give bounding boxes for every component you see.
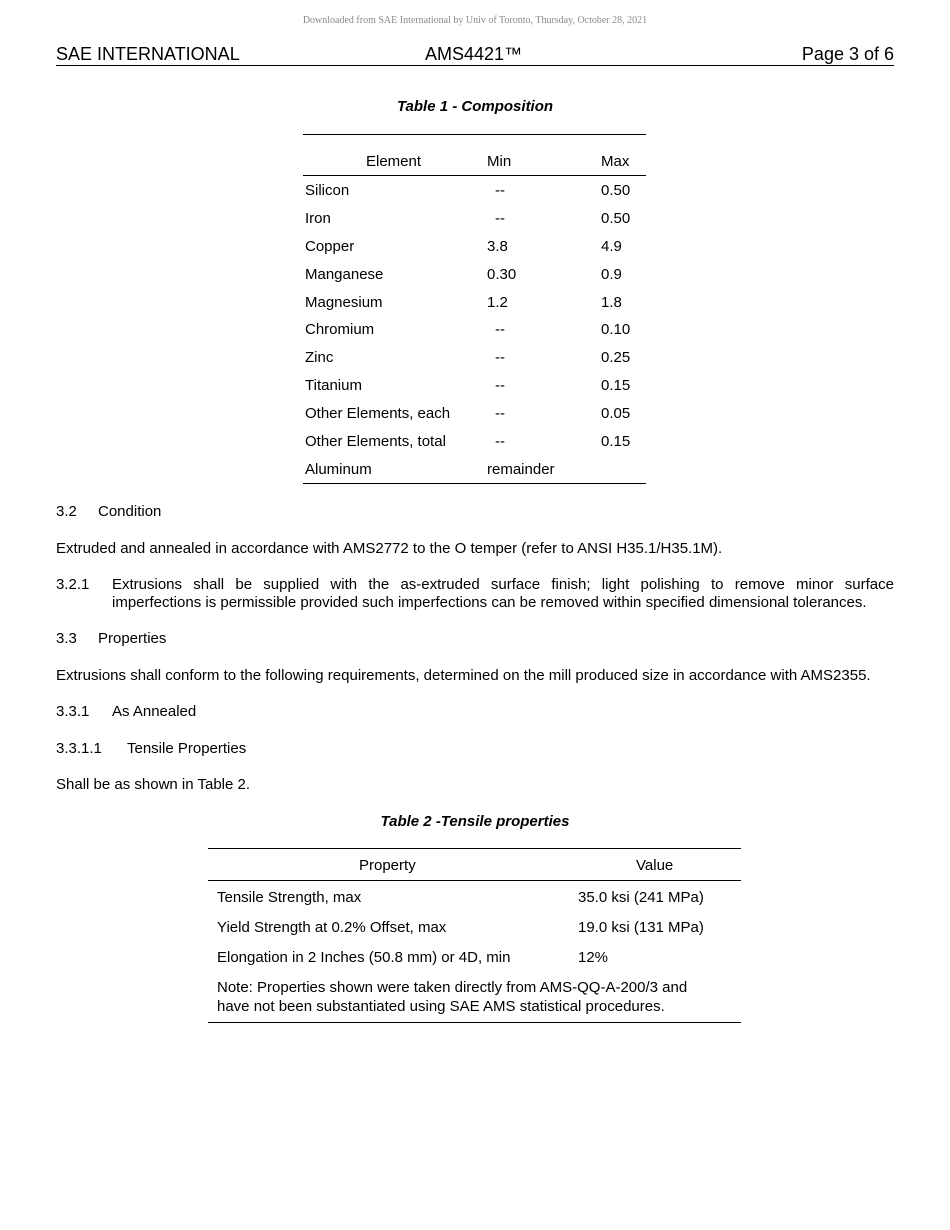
table-cell: -- <box>495 182 505 199</box>
table-cell: 1.8 <box>601 293 622 311</box>
table-cell: 0.9 <box>601 265 622 283</box>
table-cell: Manganese <box>305 265 384 283</box>
section-3-2-heading: Condition <box>98 503 162 520</box>
header-cell: Property <box>359 857 416 874</box>
table-row <box>303 315 646 343</box>
table-row <box>303 232 646 260</box>
header-page-number: Page 3 of 6 <box>801 44 894 64</box>
table-cell: 0.15 <box>601 377 631 395</box>
section-3-3-text: Extrusions shall conform to the following requirements, determined on the mill produced size in accordance with AMS2355. <box>56 667 871 684</box>
section-3-3-1-heading: As Annealed <box>112 703 197 720</box>
table-cell: 4.9 <box>601 237 622 255</box>
composition-table <box>303 134 646 484</box>
table-cell: 0.30 <box>487 265 517 283</box>
table-cell: 3.8 <box>487 237 508 255</box>
table-cell: Silicon <box>305 182 350 199</box>
tensile-properties-table <box>208 848 741 1023</box>
table-cell: Other Elements, total <box>305 433 446 451</box>
table-cell: Elongation in 2 Inches (50.8 mm) or 4D, min <box>217 949 511 966</box>
table-cell: Titanium <box>305 377 362 395</box>
table-row <box>303 176 646 204</box>
header-cell: Value <box>636 857 674 874</box>
table-cell: Iron <box>305 209 331 227</box>
table-cell: 0.05 <box>601 405 631 423</box>
table-header-row <box>208 849 741 881</box>
table-cell: 1.2 <box>487 293 508 311</box>
table-cell: Chromium <box>305 321 375 339</box>
table-cell: 0.25 <box>601 349 631 367</box>
table-row <box>303 455 646 483</box>
table-row <box>303 343 646 371</box>
table-row <box>208 881 741 911</box>
table-row <box>303 260 646 288</box>
table-cell: -- <box>495 433 505 451</box>
table-row <box>208 911 741 941</box>
section-3-3-heading: Properties <box>98 630 167 647</box>
section-3-2-number: 3.2 <box>56 503 77 520</box>
section-3-2-1-line1: Extrusions shall be supplied with the as-extruded surface finish; light polishing to remove minor surface <box>112 576 894 593</box>
header-publisher: SAE INTERNATIONAL <box>56 44 240 64</box>
section-3-3-1-1-number: 3.3.1.1 <box>56 740 102 757</box>
section-3-3-1-number: 3.3.1 <box>56 703 90 720</box>
table-cell: 0.50 <box>601 182 631 199</box>
table-cell: Zinc <box>305 349 334 367</box>
page-header <box>56 43 894 66</box>
table2-caption: Table 2 -Tensile properties <box>380 813 570 830</box>
table-cell: -- <box>495 321 505 339</box>
section-3-3-number: 3.3 <box>56 630 77 647</box>
table-row <box>303 427 646 455</box>
table-cell: 35.0 ksi (241 MPa) <box>578 889 704 906</box>
header-cell: Element <box>366 153 422 170</box>
table-cell: Tensile Strength, max <box>217 889 362 906</box>
download-watermark: Downloaded from SAE International by Univ of Toronto, Thursday, October 28, 2021 <box>302 15 648 26</box>
header-document-id: AMS4421™ <box>425 44 523 64</box>
table-cell: 12% <box>578 949 609 966</box>
header-cell: Min <box>487 153 512 170</box>
table-cell: 0.10 <box>601 321 631 339</box>
section-3-2-1-number: 3.2.1 <box>56 576 90 593</box>
table-cell: Yield Strength at 0.2% Offset, max <box>217 919 447 936</box>
section-3-3-1-1-heading: Tensile Properties <box>127 740 247 757</box>
section-3-2-1-line2: imperfections is permissible provided such imperfections can be removed within specified dimensional tolerances. <box>112 594 867 611</box>
table-note-text: Note: Properties shown were taken directly from AMS-QQ-A-200/3 and have not been substantiated using SAE AMS statistical procedures. <box>217 979 688 1015</box>
table-cell: 0.15 <box>601 433 631 451</box>
table-row <box>303 371 646 399</box>
section-3-2-text: Extruded and annealed in accordance with AMS2772 to the O temper (refer to ANSI H35.1/H35.1M). <box>56 540 723 557</box>
header-cell: Max <box>601 153 630 170</box>
table-cell: 0.50 <box>601 209 631 227</box>
table-row <box>303 399 646 427</box>
table-cell: Aluminum <box>305 460 372 478</box>
table-header-row <box>303 135 646 176</box>
table1-caption: Table 1 - Composition <box>396 98 554 115</box>
table-row <box>208 941 741 971</box>
table-cell: remainder <box>487 460 555 478</box>
table-cell: Copper <box>305 237 355 255</box>
table-row <box>303 204 646 232</box>
table-cell: -- <box>495 405 505 423</box>
table-cell: -- <box>495 209 505 227</box>
table-note <box>208 971 741 1022</box>
table-row <box>303 288 646 316</box>
table-cell: -- <box>495 349 505 367</box>
table-cell: 19.0 ksi (131 MPa) <box>578 919 704 936</box>
table-cell: Other Elements, each <box>305 405 451 423</box>
section-3-3-1-1-text: Shall be as shown in Table 2. <box>56 776 251 793</box>
table-cell: Magnesium <box>305 293 383 311</box>
table-cell: -- <box>495 377 505 395</box>
